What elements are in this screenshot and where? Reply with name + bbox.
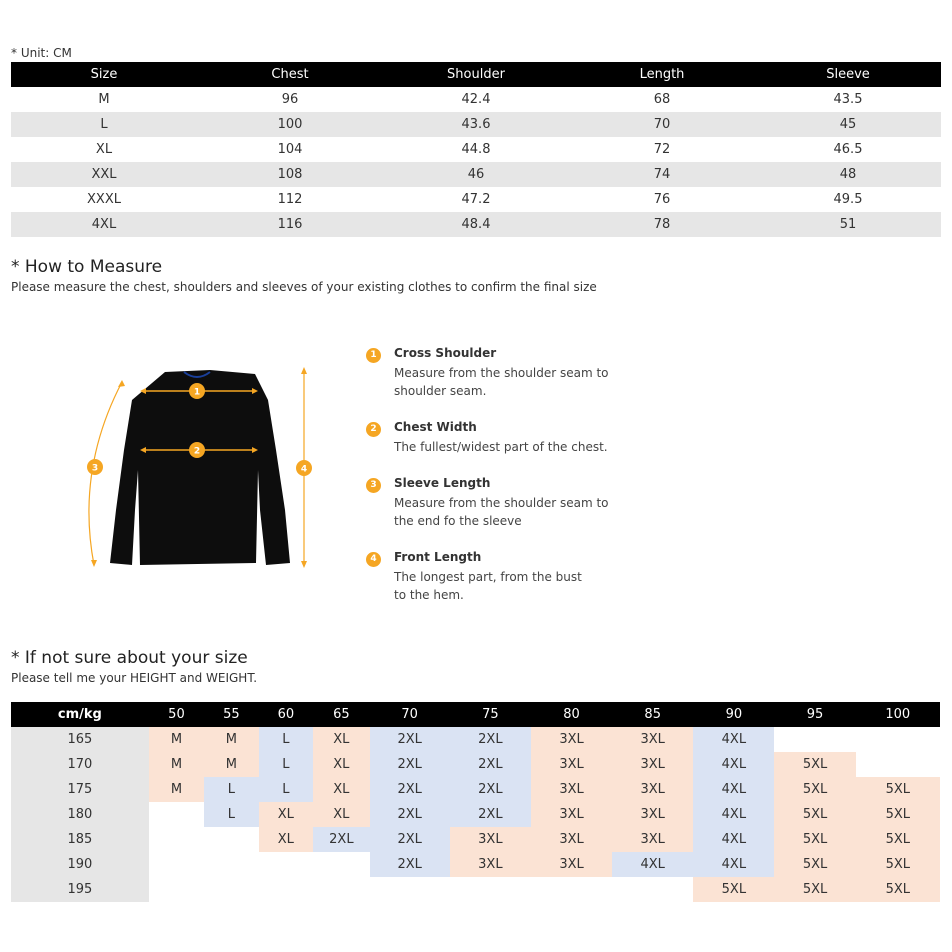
recommended-size-cell: 3XL [612,777,693,802]
size-cell: M [98,92,110,107]
weight-col-header: 80 [531,702,612,727]
recommended-size-cell: 3XL [612,727,693,752]
size-cell: 44.8 [461,142,491,157]
size-cell: 72 [653,142,671,157]
size-cell: 108 [197,162,383,187]
recommended-size-cell [149,802,204,827]
recommended-size-cell: 2XL [450,752,531,777]
not-sure-subtitle: Please tell me your HEIGHT and WEIGHT. [11,671,258,685]
size-cell: 49.5 [833,192,863,207]
recommended-size-cell: L [259,727,313,752]
table-row [11,777,940,802]
weight-col-header: 90 [693,702,774,727]
recommended-size-cell: 2XL [313,827,370,852]
legend-number-badge: 2 [366,422,381,437]
recommended-size-cell: 5XL [693,877,774,902]
recommended-size-cell: 2XL [370,802,450,827]
marker-4 [296,460,312,476]
recommended-size-cell [774,727,855,752]
recommended-size-cell: 2XL [370,727,450,752]
svg-text:3: 3 [91,463,99,474]
size-cell: 116 [197,212,383,237]
size-cell: XXL [11,162,197,187]
recommended-size-cell: 3XL [531,802,612,827]
recommended-size-cell: L [204,802,258,827]
table-row [11,827,940,852]
recommended-size-cell: 5XL [856,802,940,827]
table-row [11,852,940,877]
recommended-size-cell: 5XL [774,852,855,877]
recommended-size-cell: M [204,752,258,777]
height-cell: 195 [11,877,149,902]
size-cell: 43.5 [833,92,863,107]
recommended-size-cell: 4XL [693,852,774,877]
recommended-size-cell: 5XL [774,827,855,852]
recommended-size-cell: 3XL [612,752,693,777]
recommended-size-cell: 2XL [450,802,531,827]
hw-table-header [11,702,940,727]
recommended-size-cell: XL [313,802,370,827]
table-row [11,877,940,902]
legend-description: Measure from the shoulder seam to the end fo the sleeve [394,496,609,528]
recommended-size-cell: 5XL [774,877,855,902]
recommended-size-cell [149,852,204,877]
recommended-size-cell: 5XL [856,852,940,877]
recommended-size-cell [259,877,313,902]
recommended-size-cell: L [259,752,313,777]
legend-title: Chest Width [394,420,477,434]
weight-col-header: 55 [204,702,258,727]
legend-title: Cross Shoulder [394,346,497,360]
recommended-size-cell: 5XL [774,802,855,827]
recommended-size-cell [370,877,450,902]
recommended-size-cell: 4XL [693,727,774,752]
table-row [11,187,941,212]
weight-col-header: 100 [856,702,940,727]
recommended-size-cell [450,877,531,902]
recommended-size-cell: 3XL [531,852,612,877]
size-table-header [11,62,941,87]
size-cell: 78 [569,212,755,237]
size-col-header: Sleeve [755,62,941,87]
recommended-size-cell: 2XL [450,777,531,802]
size-chart-table [11,62,941,237]
size-cell: 76 [653,192,671,207]
legend-description: The longest part, from the bust to the hem. [394,570,582,602]
weight-col-header: 50 [149,702,204,727]
size-cell: 43.6 [383,112,569,137]
recommended-size-cell: 3XL [531,777,612,802]
weight-col-header: 60 [259,702,313,727]
size-cell: 68 [653,92,671,107]
size-cell: 4XL [11,212,197,237]
how-to-measure-title: * How to Measure [11,257,163,277]
marker-2 [189,442,205,458]
svg-text:1: 1 [193,387,201,398]
how-to-measure-subtitle: Please measure the chest, shoulders and sleeves of your existing clothes to confirm the final size [11,280,597,294]
unit-label: * Unit: CM [11,46,72,60]
size-cell: 47.2 [461,192,491,207]
size-col-header: Size [11,62,197,87]
recommended-size-cell: 3XL [531,752,612,777]
recommended-size-cell: 3XL [450,827,531,852]
recommended-size-cell [259,852,313,877]
size-col-header: Chest [197,62,383,87]
recommended-size-cell: 5XL [856,877,940,902]
recommended-size-cell: 5XL [774,752,855,777]
recommended-size-cell [149,827,204,852]
height-cell: 170 [11,752,149,777]
height-weight-table [11,702,940,902]
recommended-size-cell: L [204,777,258,802]
recommended-size-cell: 2XL [370,827,450,852]
sweater-figure [80,360,320,580]
recommended-size-cell: 4XL [693,777,774,802]
recommended-size-cell: 4XL [693,752,774,777]
recommended-size-cell: 5XL [856,827,940,852]
not-sure-title: * If not sure about your size [11,648,248,668]
weight-col-header: 65 [313,702,370,727]
size-cell: 48.4 [383,212,569,237]
recommended-size-cell: 2XL [450,727,531,752]
size-cell: 46 [383,162,569,187]
recommended-size-cell: 3XL [612,827,693,852]
size-col-header: Length [569,62,755,87]
size-cell: 100 [197,112,383,137]
legend-description: The fullest/widest part of the chest. [394,440,608,454]
svg-text:4: 4 [300,464,308,475]
legend-number-badge: 4 [366,552,381,567]
legend-number-badge: 3 [366,478,381,493]
recommended-size-cell: 5XL [774,777,855,802]
size-cell: L [11,112,197,137]
height-cell: 185 [11,827,149,852]
recommended-size-cell: M [149,727,204,752]
size-cell: 70 [569,112,755,137]
recommended-size-cell: 2XL [370,777,450,802]
size-cell: 42.4 [461,92,491,107]
recommended-size-cell: XL [313,777,370,802]
recommended-size-cell: 4XL [612,852,693,877]
recommended-size-cell [531,877,612,902]
marker-3 [87,459,103,475]
size-cell: 96 [281,92,299,107]
legend-number-badge: 1 [366,348,381,363]
marker-1 [189,383,205,399]
recommended-size-cell: 3XL [612,802,693,827]
recommended-size-cell: 5XL [856,777,940,802]
table-row [11,137,941,162]
recommended-size-cell: XL [313,727,370,752]
size-cell: 74 [569,162,755,187]
weight-col-header: 75 [450,702,531,727]
recommended-size-cell [313,877,370,902]
height-cell: 165 [11,727,149,752]
recommended-size-cell: 2XL [370,752,450,777]
size-col-header: Shoulder [383,62,569,87]
recommended-size-cell [204,827,258,852]
recommended-size-cell: M [149,752,204,777]
recommended-size-cell: 3XL [450,852,531,877]
recommended-size-cell [612,877,693,902]
table-row [11,87,941,112]
recommended-size-cell: 3XL [531,827,612,852]
svg-text:2: 2 [193,446,201,457]
recommended-size-cell [313,852,370,877]
recommended-size-cell [149,877,204,902]
recommended-size-cell: 2XL [370,852,450,877]
recommended-size-cell: 4XL [693,802,774,827]
weight-col-header: 70 [370,702,450,727]
recommended-size-cell [856,727,940,752]
hw-corner-header: cm/kg [11,702,149,727]
table-row [11,752,940,777]
recommended-size-cell: XL [259,802,313,827]
recommended-size-cell: 4XL [693,827,774,852]
size-cell: 48 [755,162,941,187]
legend-title: Sleeve Length [394,476,491,490]
table-row [11,802,940,827]
table-row [11,727,940,752]
size-cell: 51 [755,212,941,237]
sweater-icon [80,360,320,580]
size-cell: 46.5 [833,142,863,157]
recommended-size-cell: L [259,777,313,802]
recommended-size-cell [204,877,258,902]
recommended-size-cell: 3XL [531,727,612,752]
weight-col-header: 85 [612,702,693,727]
recommended-size-cell [204,852,258,877]
height-cell: 190 [11,852,149,877]
size-cell: XL [95,142,113,157]
height-cell: 175 [11,777,149,802]
recommended-size-cell: XL [313,752,370,777]
weight-col-header: 95 [774,702,855,727]
size-cell: 112 [277,192,303,207]
recommended-size-cell: M [149,777,204,802]
legend-description: Measure from the shoulder seam to shoulder seam. [394,366,609,398]
recommended-size-cell [856,752,940,777]
size-cell: 104 [277,142,303,157]
table-row [11,212,941,237]
size-cell: XXXL [87,192,121,207]
table-row [11,162,941,187]
table-row [11,112,941,137]
legend-title: Front Length [394,550,482,564]
recommended-size-cell: M [204,727,258,752]
recommended-size-cell: XL [259,827,313,852]
height-cell: 180 [11,802,149,827]
size-cell: 45 [755,112,941,137]
